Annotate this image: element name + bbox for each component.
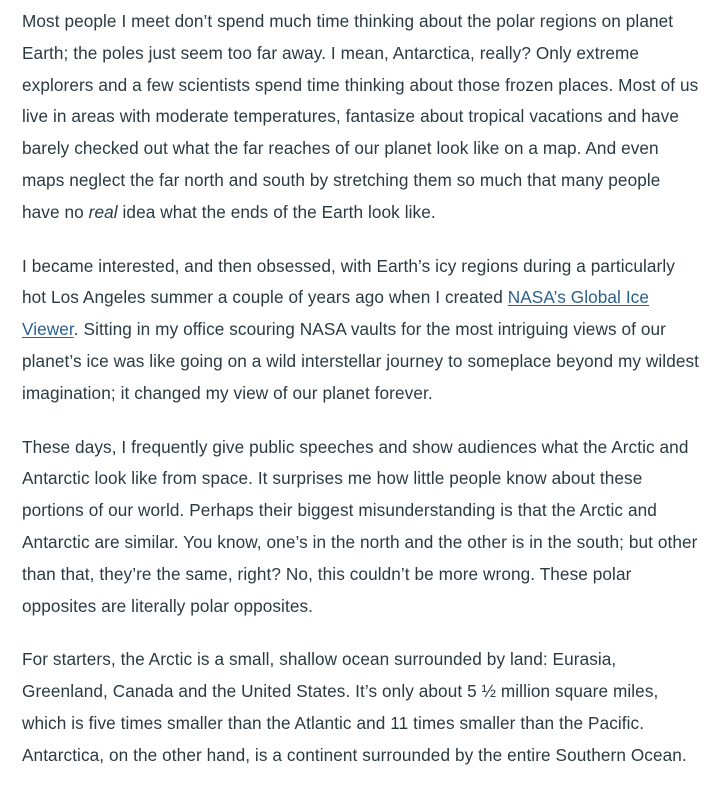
paragraph: For starters, the Arctic is a small, shallow ocean surrounded by land: Eurasia, Greenland, Canada and the United States. It’s only about 5 ½ million square miles, which is five times smaller than the Atlantic and 11 times smaller than the Pacific. Antarctica, on the other hand, is a continent surrounded by the entire Southern Ocean. xyxy=(22,649,687,765)
inline-link-global-ice-viewer[interactable]: NASA’s Global Ice Viewer xyxy=(22,287,650,340)
paragraph: These days, I frequently give public speeches and show audiences what the Arctic and Antarctic look like from space. It surprises me how little people know about these portions of our world. Perhaps their biggest misunderstanding is that the Arctic and Antarctic are similar. You know, one’s in the north and the other is in the south; but other than that, they’re the same, right? No, this couldn’t be more wrong. These polar opposites are literally polar opposites. xyxy=(22,436,698,616)
paragraph: I became interested, and then obsessed, with Earth’s icy regions during a particularly hot Los Angeles summer a couple of years ago when I created NASA’s Global Ice Viewer. Sitting in my office scouring NASA vaults for the most intriguing views of our planet’s ice was like going on a wild interstellar journey to someplace beyond my wildest imagination; it changed my view of our planet forever. xyxy=(22,255,700,403)
paragraph: Most people I meet don’t spend much time thinking about the polar regions on planet Earth; the poles just seem too far away. I mean, Antarctica, really? Only extreme explorers and a few scientists spend time thinking about those frozen places. Most of us live in areas with moderate temperatures, fantasize about tropical vacations and have barely checked out what the far reaches of our planet look like on a map. And even maps neglect the far north and south by stretching them so much that many people have no real idea what the ends of the Earth look like. xyxy=(22,11,699,222)
emphasized-text: real xyxy=(88,201,118,222)
